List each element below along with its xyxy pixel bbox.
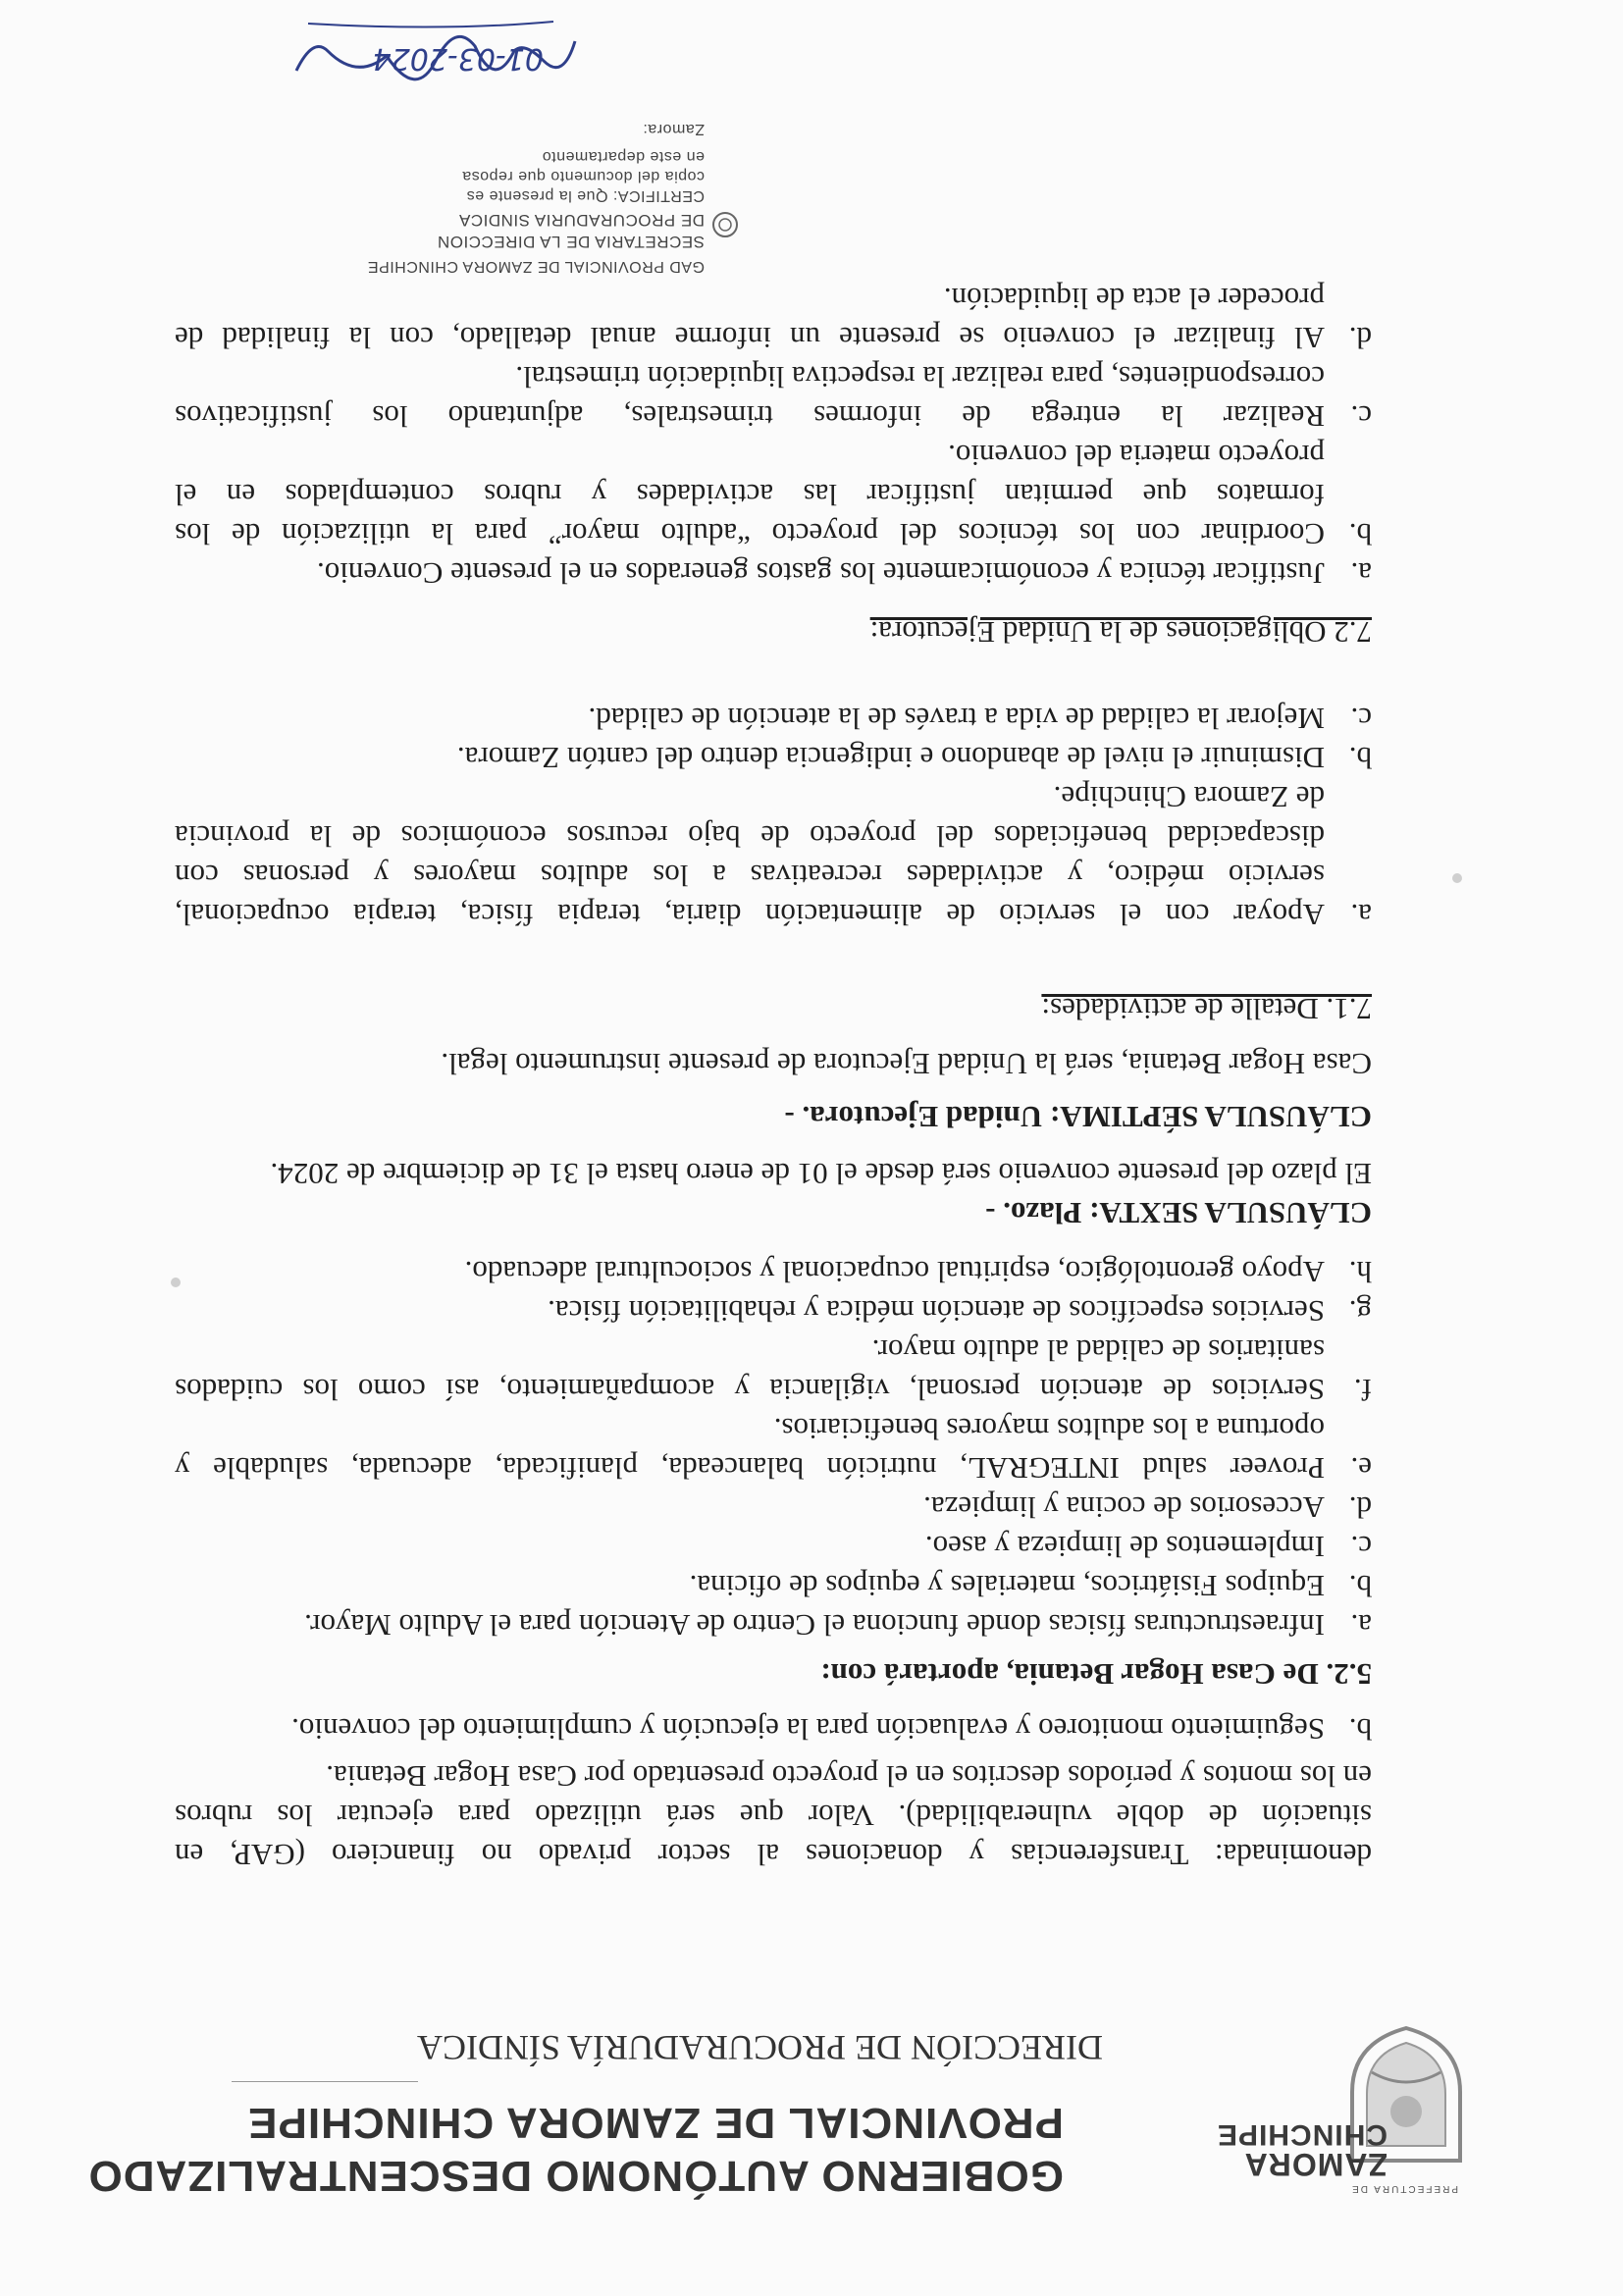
list-text: Servicios específicos de atención médica y rehabilitación física. xyxy=(548,1294,1325,1329)
list-text: Justificar técnica y económicamente los gastos generados en el presente Convenio. xyxy=(317,556,1325,591)
certification-stamp xyxy=(269,108,740,275)
section-heading-5-2: 5.2. De Casa Hogar Betania, aportará con: xyxy=(820,1657,1372,1692)
list-text: de Zamora Chinchipe. xyxy=(1053,780,1325,814)
list-text-block xyxy=(175,1409,1325,1487)
clause-heading-septima: CLÁUSULA SÉPTIMA: Unidad Ejecutora. - xyxy=(784,1100,1372,1134)
stamp-line: GAD PROVINCIAL DE ZAMORA CHINCHIPE xyxy=(367,258,705,275)
list-text: Seguimiento monitoreo y evaluación para la ejecución y cumplimiento del convenio. xyxy=(291,1712,1325,1747)
list-letter: g. xyxy=(1348,1294,1372,1329)
list-letter: b. xyxy=(1348,1569,1372,1603)
list-text-block xyxy=(175,279,1325,357)
stamp-line: SECRETARIA DE LA DIRECCION xyxy=(437,233,705,251)
list-letter: c. xyxy=(1350,702,1372,736)
list-text: proyecto materia del convenio. xyxy=(948,439,1325,473)
list-text-block xyxy=(175,357,1325,436)
list-text: Infraestructuras físicas donde funciona el Centro de Atención para el Adulto Mayor. xyxy=(304,1608,1325,1643)
list-text: formatos que permitan justificar las actividades y rubros contemplados en el xyxy=(175,478,1325,512)
stamp-line: en este departamento xyxy=(542,148,705,165)
list-letter: e. xyxy=(1350,1451,1372,1486)
section-heading-7-1: 7.1. Detalle de actividades: xyxy=(1041,992,1372,1026)
logo-caption-small: PREFECTURA DE xyxy=(1350,2183,1458,2194)
list-letter: b. xyxy=(1348,1712,1372,1747)
list-text: Coordinar con los técnicos del proyecto “adulto mayor” para la utilización de los xyxy=(175,517,1325,551)
list-letter: a. xyxy=(1350,898,1372,932)
list-letter: f. xyxy=(1353,1373,1372,1407)
list-letter: h. xyxy=(1348,1255,1372,1289)
header-subtitle: DIRECCIÓN DE PROCURADURÍA SÍNDICA xyxy=(416,2028,1103,2067)
scan-speck xyxy=(171,1278,181,1287)
stamp-line: CERTIFICA: Que la presente es xyxy=(466,187,705,204)
list-text: correspondientes, para realizar la respectiva liquidación trimestral. xyxy=(515,360,1325,394)
list-text: Mejorar la calidad de vida a través de la atención de calidad. xyxy=(588,702,1325,736)
list-letter: a. xyxy=(1350,1608,1372,1643)
intro-paragraph xyxy=(175,1756,1372,1874)
list-letter: b. xyxy=(1348,517,1372,551)
list-letter: d. xyxy=(1348,321,1372,355)
list-letter: c. xyxy=(1350,1530,1372,1564)
logo-word-chinchipe: CHINCHIPE xyxy=(1216,2118,1387,2151)
logo-word-zamora: ZAMORA xyxy=(1243,2147,1387,2182)
list-text: Equipos Fisiátricos, materiales y equipos de oficina. xyxy=(689,1569,1325,1603)
list-text: Proveer salud INTEGRAL, nutrición balanceada, planificada, adecuada, saludable y xyxy=(175,1451,1325,1486)
section-heading-7-2: 7.2 Obligaciones de la Unidad Ejecutora: xyxy=(869,615,1372,650)
header-title-line1: GOBIERNO AUTÓNOMO DESCENTRALIZADO xyxy=(87,2152,1064,2200)
clause-text-septima xyxy=(175,1044,1372,1083)
paragraph-line: El plazo del presente convenio será desde el 01 de enero hasta el 31 de diciembre de 2024. xyxy=(270,1157,1372,1191)
stamp-line: DE PROCURADURIA SINDICA xyxy=(458,211,705,230)
scan-speck xyxy=(1452,873,1462,883)
clause-text-sexta xyxy=(175,1154,1372,1193)
list-text: Realizar la entrega de informes trimestrales, adjuntando los justificativos xyxy=(175,399,1325,434)
list-letter: b. xyxy=(1348,741,1372,775)
list-text: Implementos de limpieza y aseo. xyxy=(924,1530,1325,1564)
list-text: Apoyar con el servicio de alimentación diaria, terapia física, terapia ocupacional, xyxy=(175,898,1325,932)
paragraph-line: Casa Hogar Betania, será la Unidad Ejecutora de presente instrumento legal. xyxy=(441,1047,1372,1081)
paragraph-line: situación de doble vulnerabilidad). Valor que será utilizado para ejecutar los rubros xyxy=(175,1799,1372,1833)
header-title-line2: PROVINCIAL DE ZAMORA CHINCHIPE xyxy=(247,2099,1064,2147)
header-divider xyxy=(232,2081,418,2082)
list-text: Servicios de atención personal, vigilancia y acompañamiento, así como los cuidados xyxy=(175,1373,1325,1407)
list-text: proceder el acta de liquidación. xyxy=(943,282,1325,316)
seal-icon xyxy=(710,210,740,239)
list-text: Al finalizar el convenio se presente un informe anual detallado, con la finalidad de xyxy=(175,321,1325,355)
list-letter: c. xyxy=(1350,399,1372,434)
list-text: Accesorios de cocina y limpieza. xyxy=(923,1490,1325,1525)
list-text-block xyxy=(175,436,1325,553)
list-text: oportuna a los adultos mayores beneficiarios. xyxy=(773,1412,1325,1446)
list-text: discapacidad beneficiados del proyecto de bajo recursos económicos de la provincia xyxy=(175,819,1325,854)
list-text: Apoyo gerontológico, espiritual ocupacional y sociocultural adecuado. xyxy=(464,1255,1325,1289)
handwritten-date: 01-03-2024 xyxy=(372,41,544,76)
list-text-block xyxy=(175,1331,1325,1409)
stamp-line: Zamora: xyxy=(642,121,705,137)
list-letter: d. xyxy=(1348,1490,1372,1525)
list-text: Disminuir el nivel de abandono e indigencia dentro del cantón Zamora. xyxy=(456,741,1325,775)
list-text: sanitarios de calidad al adulto mayor. xyxy=(871,1333,1325,1368)
handwritten-signature-date xyxy=(288,12,583,100)
clause-heading-sexta: CLÁUSULA SEXTA: Plazo. - xyxy=(985,1196,1372,1230)
list-text: servicio médico, y actividades recreativas a los adultos mayores y personas con xyxy=(175,859,1325,893)
list-letter: a. xyxy=(1350,556,1372,591)
paragraph-line: en los montos y períodos descritos en el proyecto presentado por Casa Hogar Betania. xyxy=(326,1759,1372,1794)
paragraph-line: denominada: Transferencias y donaciones al sector privado no financiero (GAP, en xyxy=(175,1838,1372,1872)
stamp-line: copia del documento que reposa xyxy=(461,168,705,184)
list-text-block xyxy=(175,777,1325,934)
